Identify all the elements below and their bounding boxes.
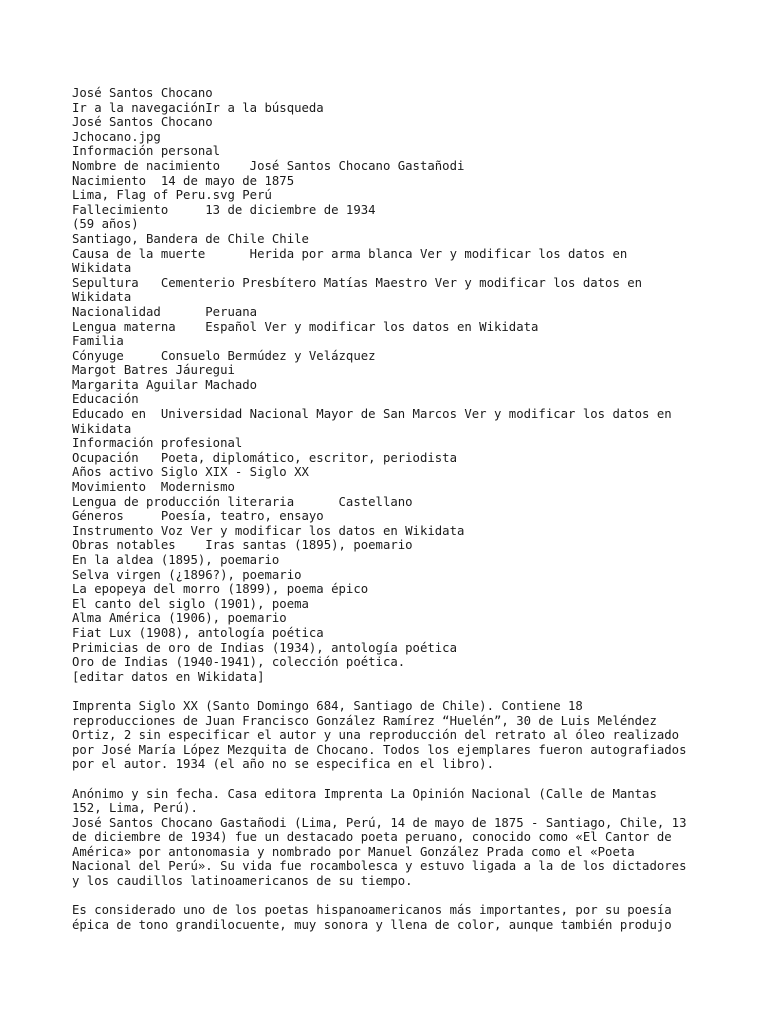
infobox-line: [editar datos en Wikidata] (72, 669, 265, 684)
infobox-line: Margot Batres Jáuregui (72, 363, 235, 378)
infobox-line: Jchocano.jpg (72, 129, 161, 144)
document-page (72, 86, 702, 932)
infobox-line: Cónyuge Consuelo Bermúdez y Velázquez (72, 348, 376, 363)
infobox-line: En la aldea (1895), poemario (72, 553, 280, 567)
infobox-line: Nacimiento 14 de mayo de 1875 (72, 173, 295, 188)
infobox-line: Lengua materna Español Ver y modificar los datos en Wikidata (72, 319, 539, 334)
infobox-line: Oro de Indias (1940-1941), colección poética. (72, 655, 406, 670)
infobox-line: Santiago, Bandera de Chile Chile (72, 231, 309, 246)
paragraph-line: y los caudillos latinoamericanos de su tiempo. (72, 874, 413, 889)
paragraph-line: de diciembre de 1934) fue un destacado poeta peruano, conocido como «El Cantor de (72, 830, 672, 845)
infobox-line: Wikidata (72, 421, 132, 436)
infobox-line: Margarita Aguilar Machado (72, 377, 258, 392)
infobox-line: El canto del siglo (1901), poema (72, 596, 309, 611)
paragraph-line: por José María López Mezquita de Chocano. Todos los ejemplares fueron autografiados (72, 742, 687, 757)
paragraph-assessment (72, 903, 702, 932)
paragraph-edition-1934 (72, 699, 702, 772)
spacer (72, 889, 702, 904)
paragraph-line: José Santos Chocano Gastañodi (Lima, Perú, 14 de mayo de 1875 - Santiago, Chile, 13 (72, 815, 687, 830)
paragraph-line: América» por antonomasia y nombrado por Manuel González Prada como el «Poeta (72, 844, 635, 859)
infobox-line: Causa de la muerte Herida por arma blanca Ver y modificar los datos en (72, 246, 628, 261)
infobox-line: Lengua de producción literaria Castellano (72, 494, 413, 509)
infobox-line: Educado en Universidad Nacional Mayor de San Marcos Ver y modificar los datos en (72, 407, 672, 422)
infobox-line: Wikidata (72, 290, 132, 305)
infobox-line: Obras notables Iras santas (1895), poemario (72, 538, 413, 553)
infobox-line: (59 años) (72, 217, 139, 232)
infobox-line: Alma América (1906), poemario (72, 611, 287, 626)
infobox-line: Ocupación Poeta, diplomático, escritor, periodista (72, 450, 457, 465)
paragraph-line: épica de tono grandilocuente, muy sonora y llena de color, aunque también produjo (72, 917, 672, 932)
infobox-line: Wikidata (72, 261, 132, 276)
infobox-line: La epopeya del morro (1899), poema épico (72, 582, 369, 597)
infobox-line: Movimiento Modernismo (72, 480, 235, 495)
infobox-line: Fiat Lux (1908), antología poética (72, 625, 324, 640)
infobox-line: Ir a la navegaciónIr a la búsqueda (72, 100, 324, 115)
infobox-line: Años activo Siglo XIX - Siglo XX (72, 465, 309, 480)
paragraph-line: Ortiz, 2 sin especificar el autor y una reproducción del retrato al óleo realizado (72, 728, 680, 743)
infobox-line: Familia (72, 334, 124, 349)
infobox-line: Géneros Poesía, teatro, ensayo (72, 509, 324, 524)
infobox-line: Primicias de oro de Indias (1934), antología poética (72, 640, 457, 655)
infobox-line: José Santos Chocano (72, 86, 213, 100)
infobox-line: Información profesional (72, 436, 243, 451)
paragraph-line: Es considerado uno de los poetas hispanoamericanos más importantes, por su poesía (72, 903, 672, 918)
infobox (72, 86, 702, 684)
spacer (72, 684, 702, 699)
infobox-line: Instrumento Voz Ver y modificar los datos en Wikidata (72, 523, 465, 538)
infobox-line: Nombre de nacimiento José Santos Chocano Gastañodi (72, 158, 465, 173)
infobox-line: Lima, Flag of Peru.svg Perú (72, 188, 272, 203)
paragraph-line: Nacional del Perú». Su vida fue rocambolesca y estuvo ligada a la de los dictadores (72, 859, 687, 874)
spacer (72, 772, 702, 787)
infobox-line: Sepultura Cementerio Presbítero Matías Maestro Ver y modificar los datos en (72, 275, 643, 290)
infobox-line: Información personal (72, 144, 221, 159)
paragraph-line: Imprenta Siglo XX (Santo Domingo 684, Santiago de Chile). Contiene 18 (72, 698, 583, 713)
paragraph-line: por el autor. 1934 (el año no se especifica en el libro). (72, 757, 494, 772)
infobox-line: José Santos Chocano (72, 115, 213, 130)
paragraph-line: Anónimo y sin fecha. Casa editora Imprenta La Opinión Nacional (Calle de Mantas (72, 786, 657, 801)
infobox-line: Fallecimiento 13 de diciembre de 1934 (72, 202, 376, 217)
infobox-line: Educación (72, 392, 139, 407)
infobox-line: Nacionalidad Peruana (72, 304, 258, 319)
paragraph-line: reproducciones de Juan Francisco González Ramírez “Huelén”, 30 de Luis Meléndez (72, 713, 657, 728)
infobox-line: Selva virgen (¿1896?), poemario (72, 567, 302, 582)
paragraph-biography (72, 787, 702, 889)
paragraph-line: 152, Lima, Perú). (72, 801, 198, 816)
